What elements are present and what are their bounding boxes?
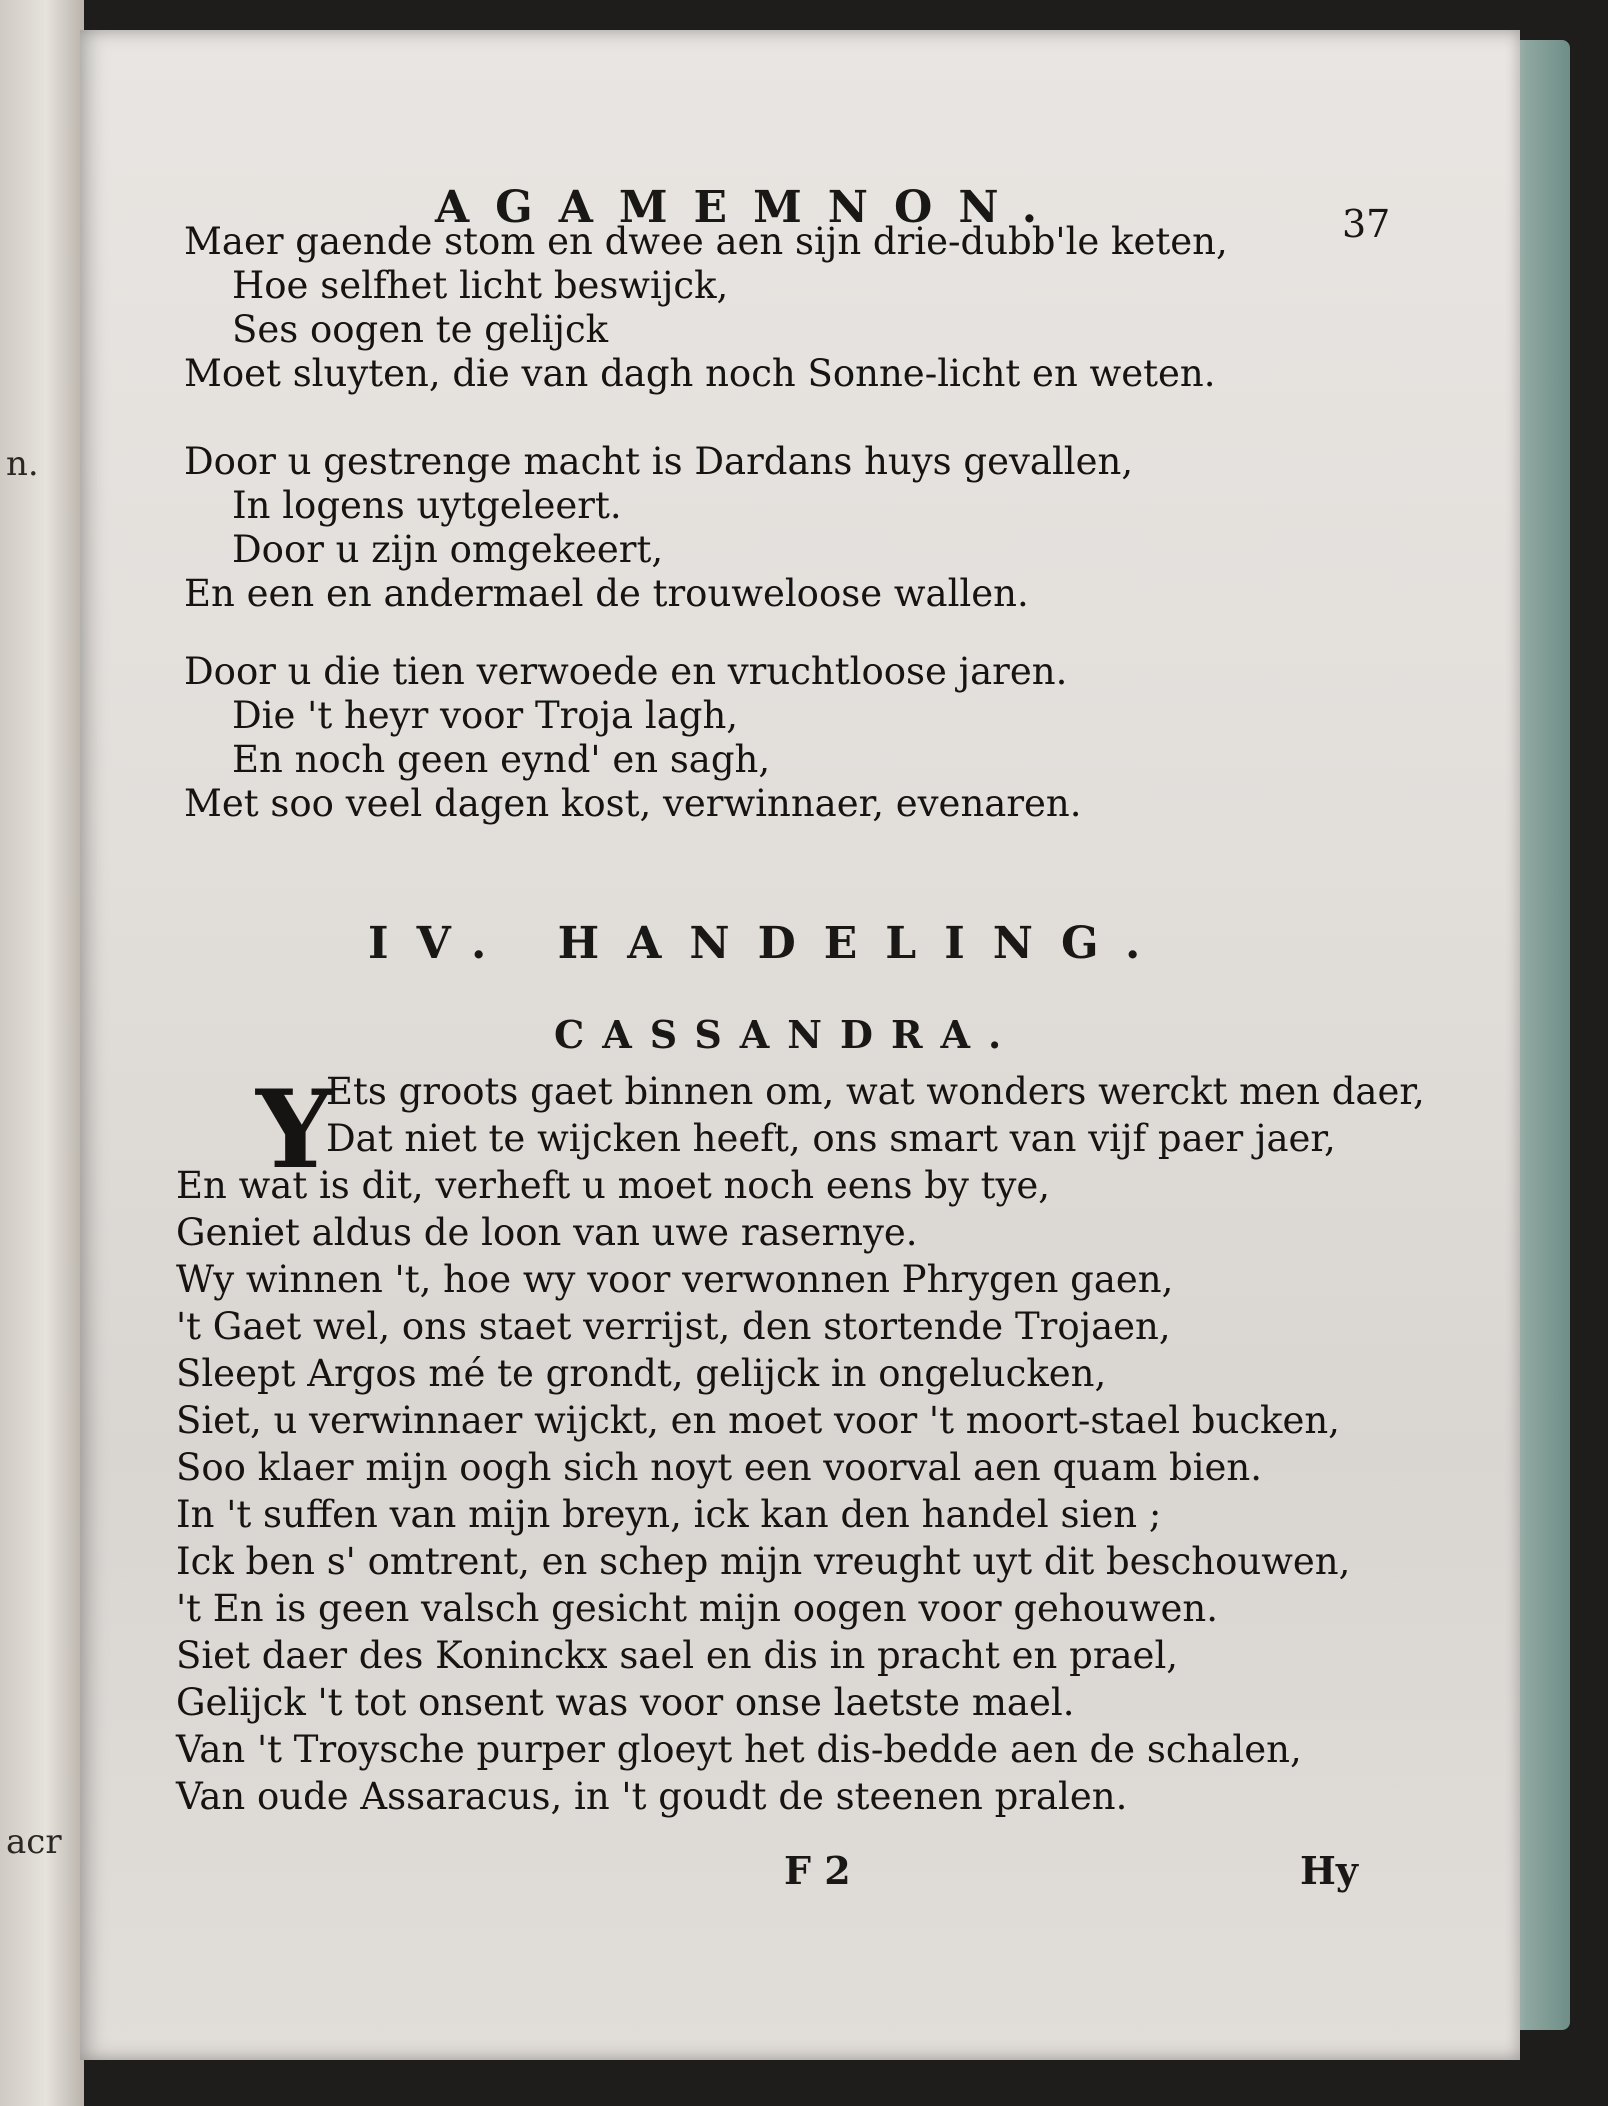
act-heading: IV. HANDELING. (368, 918, 1169, 969)
speech-line: Wy winnen 't, hoe wy voor verwonnen Phrygen gaen, (176, 1258, 1174, 1301)
speech-line: Van oude Assaracus, in 't goudt de steenen pralen. (176, 1775, 1128, 1818)
verse-line: Die 't heyr voor Troja lagh, (232, 694, 739, 737)
speech-line: Dat niet te wijcken heeft, ons smart van vijf paer jaer, (326, 1117, 1336, 1160)
verse-line: Ses oogen te gelijck (232, 308, 609, 351)
drop-cap: Y (256, 1067, 334, 1193)
speech-line: Siet, u verwinnaer wijckt, en moet voor 't moort-stael bucken, (176, 1399, 1340, 1442)
page-number: 37 (1342, 202, 1391, 246)
speech-line: In 't suffen van mijn breyn, ick kan den handel sien ; (176, 1493, 1162, 1536)
catchword: Hy (1300, 1848, 1358, 1893)
speech-line: Ets groots gaet binnen om, wat wonders werckt men daer, (326, 1070, 1425, 1113)
speech-line: En wat is dit, verheft u moet noch eens by tye, (176, 1164, 1051, 1207)
verse-line: Door u zijn omgekeert, (232, 528, 664, 571)
speech-line: 't En is geen valsch gesicht mijn oogen voor gehouwen. (176, 1587, 1219, 1630)
verse-line: Maer gaende stom en dwee aen sijn drie-dubb'le keten, (184, 220, 1228, 263)
speaker-name: CASSANDRA. (554, 1012, 1020, 1057)
speech-line: Soo klaer mijn oogh sich noyt een voorval aen quam bien. (176, 1446, 1262, 1489)
verse-line: Hoe selfhet licht beswijck, (232, 264, 729, 307)
running-head: AGAMEMNON. (435, 182, 1064, 233)
verse-line: In logens uytgeleert. (232, 484, 622, 527)
speech-line: Geniet aldus de loon van uwe rasernye. (176, 1211, 918, 1254)
verse-line: En een en andermael de trouweloose wallen. (184, 572, 1029, 615)
verse-line: Door u die tien verwoede en vruchtloose jaren. (184, 650, 1068, 693)
verse-line: Met soo veel dagen kost, verwinnaer, evenaren. (184, 782, 1082, 825)
verse-line: Door u gestrenge macht is Dardans huys gevallen, (184, 440, 1134, 483)
verse-line: Moet sluyten, die van dagh noch Sonne-licht en weten. (184, 352, 1216, 395)
previous-page-fragment: acr (6, 1822, 62, 1862)
verse-line: En noch geen eynd' en sagh, (232, 738, 771, 781)
book-page (80, 30, 1520, 2060)
speech-line: Sleept Argos mé te grondt, gelijck in ongelucken, (176, 1352, 1107, 1395)
speech-line: Gelijck 't tot onsent was voor onse laetste mael. (176, 1681, 1075, 1724)
speech-line: 't Gaet wel, ons staet verrijst, den stortende Trojaen, (176, 1305, 1171, 1348)
previous-page-edge (0, 0, 84, 2106)
signature-mark: F 2 (784, 1848, 851, 1893)
speech-line: Van 't Troysche purper gloeyt het dis-bedde aen de schalen, (176, 1728, 1302, 1771)
previous-page-fragment: n. (6, 444, 39, 484)
speech-line: Ick ben s' omtrent, en schep mijn vreught uyt dit beschouwen, (176, 1540, 1351, 1583)
speech-line: Siet daer des Koninckx sael en dis in pracht en prael, (176, 1634, 1179, 1677)
